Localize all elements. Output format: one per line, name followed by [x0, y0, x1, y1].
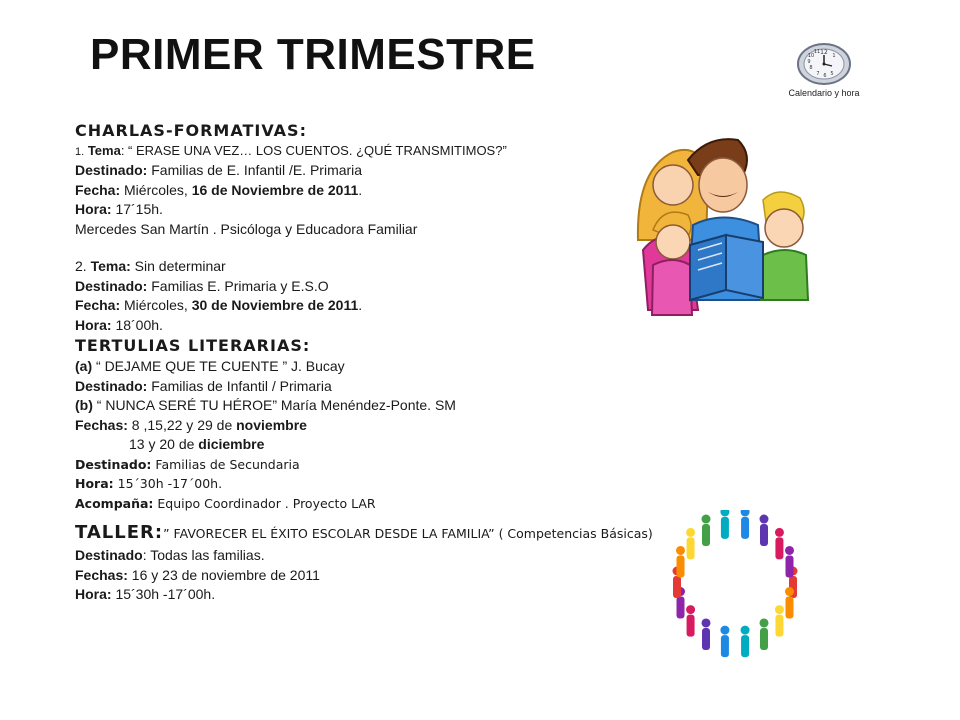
- taller-hora-value: 15´30h -17´00h.: [111, 586, 216, 602]
- tertulia-destinado2-label: Destinado:: [75, 456, 152, 472]
- charla1-hora-value: 17´15h.: [111, 201, 163, 217]
- charla2-fecha: [75, 296, 715, 316]
- charla1-num: 1.: [75, 146, 85, 158]
- tertulia-acompana: [75, 494, 715, 514]
- ring-person-figure: [702, 515, 711, 547]
- tertulia-hora-value: 15´30h -17´00h.: [113, 476, 223, 491]
- ring-person-figure: [760, 515, 769, 547]
- tertulia-destinado1-label: Destinado:: [75, 377, 148, 394]
- charla2-hora-label: Hora:: [75, 316, 112, 333]
- charla2-fecha-prefix: Miércoles,: [120, 297, 192, 313]
- charla1-fecha-suffix: .: [358, 181, 363, 198]
- charla1-hora-label: Hora:: [75, 201, 112, 217]
- clock-digit-10: 10: [807, 53, 815, 59]
- charla1-fecha-value: 16 de Noviembre de 2011: [191, 181, 359, 198]
- taller-hora: [75, 585, 715, 605]
- tertulia-b-label: (b): [75, 397, 93, 413]
- tertulia-fechas2-month: diciembre: [198, 436, 265, 452]
- tertulia-a: [75, 357, 715, 377]
- tertulia-destinado2: [75, 455, 715, 475]
- taller-destinado-value: : Todas las familias.: [142, 547, 265, 563]
- taller-hora-label: Hora:: [75, 586, 112, 602]
- taller-destinado-label: Destinado: [75, 547, 143, 563]
- charla2-hora: [75, 316, 715, 336]
- clock-digit-11: 11: [813, 49, 821, 55]
- charla1-tema: [75, 142, 715, 161]
- ring-person-figure: [775, 528, 784, 560]
- taller-title: ” FAVORECER EL ÉXITO ESCOLAR DESDE LA FAMILIA” ( Competencias Básicas): [163, 526, 653, 541]
- tertulia-fechas2: [75, 435, 715, 455]
- taller-header: [75, 521, 715, 546]
- taller-fechas-label: Fechas:: [75, 566, 128, 583]
- spacer: [75, 239, 715, 257]
- clock-digit-9: 9: [807, 59, 811, 65]
- ring-person-figure: [785, 546, 794, 578]
- ring-person-figure: [785, 587, 794, 619]
- clock-digit-1: 1: [832, 53, 836, 59]
- ring-person-figure: [741, 626, 750, 658]
- charla1-fecha-prefix: Miércoles,: [120, 181, 192, 198]
- tertulia-fechas: [75, 416, 715, 436]
- taller-fechas-value: 16 y 23 de noviembre de 2011: [127, 566, 320, 583]
- tertulia-b: [75, 396, 715, 416]
- charla1-destinado-value: Familias de E. Infantil /E. Primaria: [147, 162, 363, 178]
- taller-heading: TALLER:: [75, 522, 164, 543]
- charla2-hora-value: 18´00h.: [111, 316, 163, 333]
- clock-digit-5: 5: [830, 71, 834, 77]
- ring-person-figure: [760, 618, 769, 650]
- tertulia-destinado2-value: Familias de Secundaria: [151, 456, 300, 472]
- clock-digit-6: 6: [823, 73, 827, 79]
- tertulia-fechas2-value: 13 y 20 de: [129, 436, 199, 452]
- tertulia-a-label: (a): [75, 358, 93, 374]
- charla2-num: 2.: [75, 258, 91, 274]
- family-reading-book-illustration: [628, 130, 818, 320]
- tertulia-fechas-month: noviembre: [236, 416, 307, 433]
- clock-widget[interactable]: [784, 42, 864, 98]
- ring-person-figure: [702, 618, 711, 650]
- ring-person-figure: [741, 510, 750, 539]
- charla2-fecha-label: Fecha:: [75, 297, 121, 313]
- tertulia-hora-label: Hora:: [75, 476, 114, 491]
- ring-person-figure: [720, 510, 729, 539]
- charla1-ponente: Mercedes San Martín . Psicóloga y Educadora Familiar: [75, 220, 418, 237]
- tertulia-hora: [75, 474, 715, 494]
- taller-fechas: [75, 566, 715, 586]
- ring-person-figure: [775, 605, 784, 637]
- clock-calendar-icon: [796, 42, 852, 86]
- tertulia-acompana-value: Equipo Coordinador . Proyecto LAR: [153, 495, 376, 511]
- charla1-fecha-label: Fecha:: [75, 181, 121, 198]
- charla1-fecha: [75, 181, 715, 201]
- charla2-tema: [75, 257, 715, 277]
- tertulias-heading: TERTULIAS LITERARIAS:: [75, 336, 311, 355]
- ring-person-figure: [720, 626, 729, 658]
- charla2-destinado-label: Destinado:: [75, 277, 148, 294]
- charla2-fecha-suffix: .: [358, 297, 363, 313]
- tertulia-fechas-label: Fechas:: [75, 416, 128, 433]
- charla1-destinado: [75, 161, 715, 181]
- ring-person-figure: [686, 605, 695, 637]
- charla1-tema-label: Tema: [87, 143, 121, 158]
- charla2-tema-label: Tema:: [90, 258, 131, 274]
- tertulia-destinado1: [75, 377, 715, 397]
- charla2-fecha-value: 30 de Noviembre de 2011: [191, 297, 359, 313]
- tertulia-b-value: “ NUNCA SERÉ TU HÉROE” María Menéndez-Ponte. SM: [92, 397, 456, 413]
- charla2-tema-value: Sin determinar: [130, 258, 226, 274]
- ring-person-figure: [676, 546, 685, 578]
- content-area: [75, 120, 715, 605]
- charla1-destinado-label: Destinado:: [75, 162, 148, 178]
- charlas-heading: CHARLAS-FORMATIVAS:: [75, 121, 307, 140]
- clock-digit-7: 7: [816, 71, 820, 77]
- charla1-tema-value: : “ ERASE UNA VEZ… LOS CUENTOS. ¿QUÉ TRANSMITIMOS?”: [120, 143, 507, 158]
- people-circle-holding-hands-illustration: [660, 510, 810, 660]
- taller-destinado: [75, 546, 715, 566]
- tertulia-fechas-value: 8 ,15,22 y 29 de: [127, 416, 237, 433]
- clock-digit-12: 12: [820, 49, 828, 56]
- tertulia-a-value: “ DEJAME QUE TE CUENTE ” J. Bucay: [92, 358, 345, 374]
- spacer: [75, 513, 715, 521]
- tertulia-acompana-label: Acompaña:: [75, 495, 154, 511]
- charla2-destinado-value: Familias E. Primaria y E.S.O: [147, 277, 329, 294]
- clock-caption: Calendario y hora: [788, 88, 860, 98]
- ring-person-figure: [686, 528, 695, 560]
- tertulia-destinado1-value: Familias de Infantil / Primaria: [147, 377, 332, 394]
- charla2-destinado: [75, 277, 715, 297]
- page-title: PRIMER TRIMESTRE: [90, 30, 536, 79]
- clock-digit-8: 8: [809, 65, 813, 71]
- charla1-hora: [75, 200, 715, 220]
